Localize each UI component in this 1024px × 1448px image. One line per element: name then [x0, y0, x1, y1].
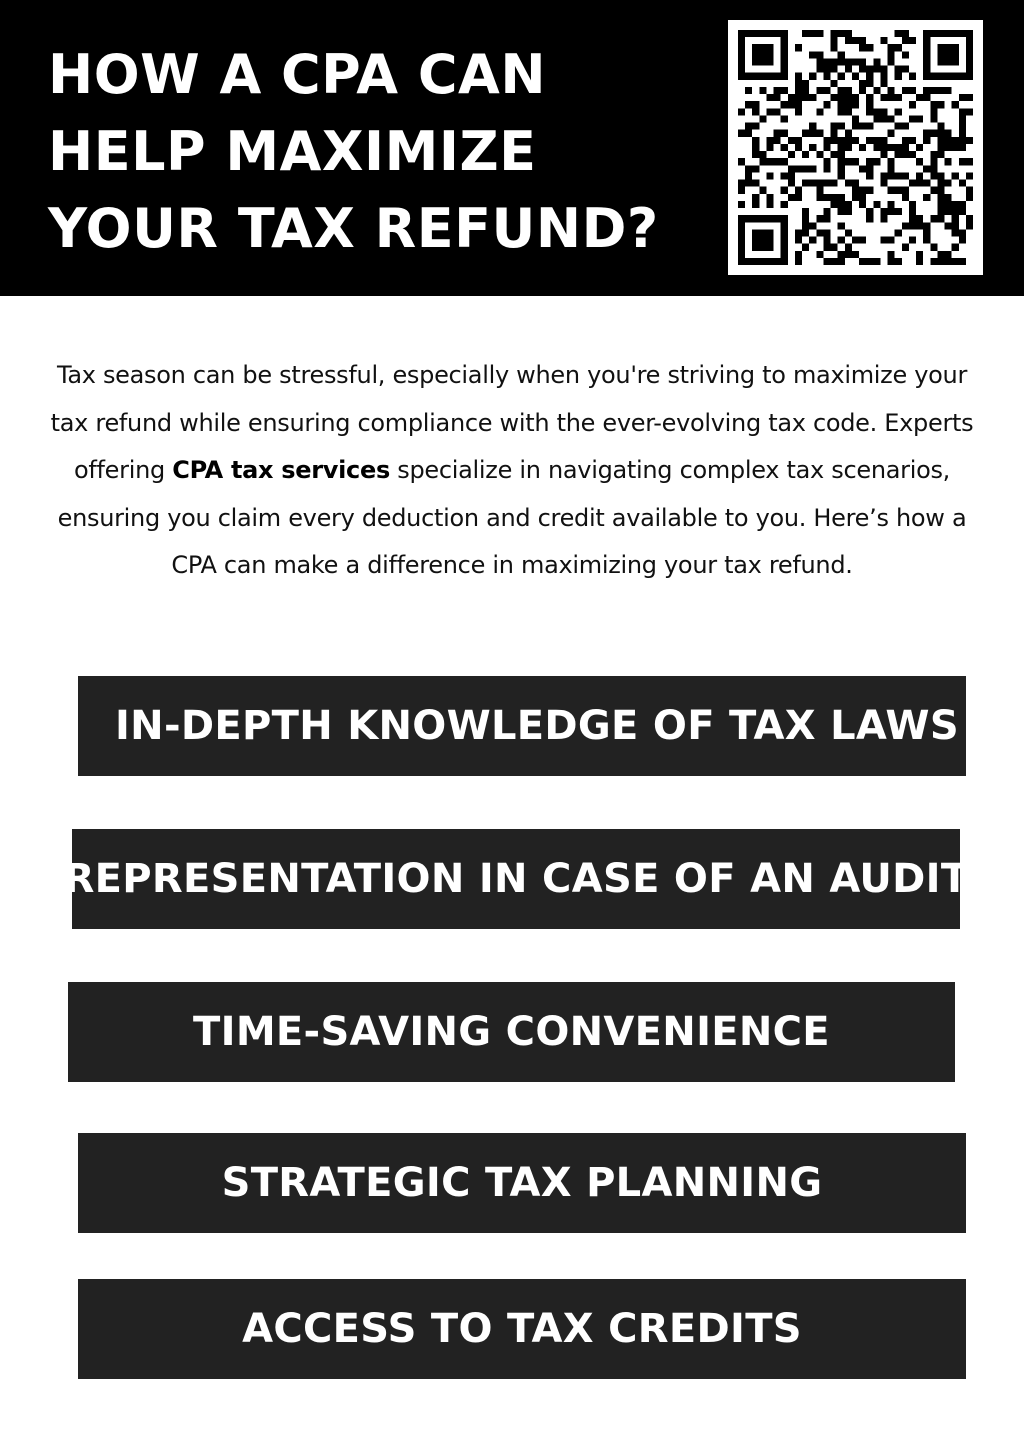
header-banner — [0, 0, 1024, 296]
qr-code-graphic — [738, 30, 973, 265]
section-label: STRATEGIC TAX PLANNING — [221, 1160, 823, 1206]
section-box-tax-laws — [78, 676, 966, 776]
intro-text-after: specialize in navigating complex tax scenarios, ensuring you claim every deduction and credit available to you. Here’s how a CPA can make a difference in maximizing your tax refund. — [57, 456, 967, 579]
section-box-credits — [78, 1279, 966, 1379]
section-box-audit — [63, 829, 969, 929]
section-label: ACCESS TO TAX CREDITS — [242, 1306, 802, 1352]
section-label: REPRESENTATION IN CASE OF AN AUDIT — [63, 856, 969, 902]
section-label: IN-DEPTH KNOWLEDGE OF TAX LAWS — [115, 703, 959, 749]
section-label: TIME-SAVING CONVENIENCE — [193, 1009, 830, 1055]
page-title: HOW A CPA CAN HELP MAXIMIZE YOUR TAX REFUND? — [48, 43, 659, 260]
section-box-planning — [78, 1133, 966, 1233]
intro-text-before: Tax season can be stressful, especially when you're striving to maximize your tax refund while ensuring compliance with the ever-evolving tax code. Experts offering — [50, 361, 974, 484]
intro-paragraph — [48, 352, 976, 590]
intro-bold-link[interactable]: CPA tax services — [172, 456, 390, 484]
qr-code-icon[interactable] — [728, 20, 983, 275]
section-box-time-saving — [68, 982, 955, 1082]
